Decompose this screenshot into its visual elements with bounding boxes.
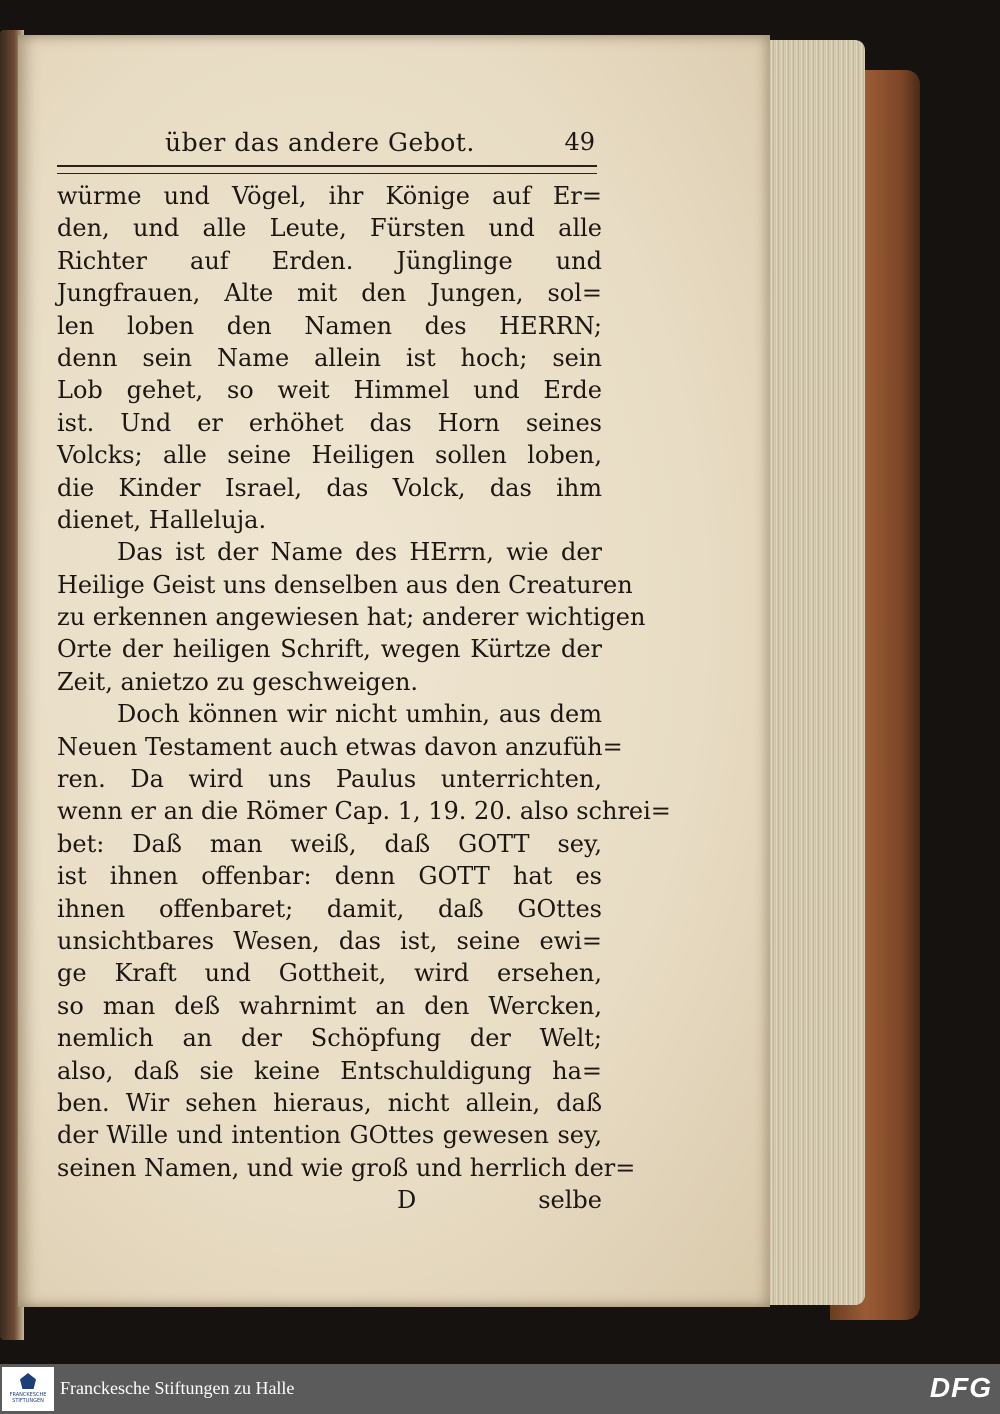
header-rule bbox=[57, 165, 597, 174]
dfg-logo[interactable]: DFG bbox=[929, 1372, 992, 1403]
text-line: ist ihnen offenbar: denn GOTT hat es bbox=[57, 862, 602, 891]
text-line: würme und Vögel, ihr Könige auf Er= bbox=[57, 182, 602, 210]
page-footer-marks bbox=[57, 1186, 602, 1226]
text-line: ihnen offenbaret; damit, daß GOttes bbox=[57, 894, 602, 923]
text-line: der Wille und intention GOttes gewesen sey, bbox=[57, 1121, 602, 1150]
text-line: bet: Daß man weiß, daß GOTT sey, bbox=[57, 829, 602, 858]
page-number: 49 bbox=[564, 128, 595, 156]
text-line: ge Kraft und Gottheit, wird ersehen, bbox=[57, 959, 602, 988]
page-edges bbox=[760, 40, 865, 1305]
text-line: also, daß sie keine Entschuldigung ha= bbox=[57, 1056, 602, 1085]
institution-name[interactable]: Franckesche Stiftungen zu Halle bbox=[60, 1378, 295, 1398]
logo-text: FRANCKESCHE STIFTUNGEN bbox=[9, 1392, 47, 1404]
viewer-footer-bar bbox=[0, 1364, 1000, 1414]
text-line: nemlich an der Schöpfung der Welt; bbox=[57, 1024, 602, 1053]
running-head bbox=[155, 128, 605, 162]
text-line: den, und alle Leute, Fürsten und alle bbox=[57, 214, 602, 243]
text-line: Richter auf Erden. Jünglinge und bbox=[57, 246, 602, 275]
text-line: ist. Und er erhöhet das Horn seines bbox=[57, 408, 602, 437]
text-line: Volcks; alle seine Heiligen sollen loben, bbox=[57, 441, 602, 470]
logo-emblem-icon bbox=[20, 1373, 36, 1389]
text-line: dienet, Halleluja. bbox=[57, 505, 267, 534]
text-line: seinen Namen, und wie groß und herrlich der= bbox=[57, 1153, 636, 1182]
text-line: unsichtbares Wesen, das ist, seine ewi= bbox=[57, 926, 602, 955]
text-line: Orte der heiligen Schrift, wegen Kürtze der bbox=[57, 635, 602, 664]
text-line: so man deß wahrnimt an den Wercken, bbox=[57, 991, 602, 1020]
text-line: Das ist der Name des HErrn, wie der bbox=[117, 538, 602, 567]
signature-mark: D bbox=[397, 1186, 417, 1215]
text-line: Jungfrauen, Alte mit den Jungen, sol= bbox=[57, 279, 602, 308]
text-line: Zeit, anietzo zu geschweigen. bbox=[57, 667, 419, 696]
catchword: selbe bbox=[538, 1186, 602, 1215]
text-line: denn sein Name allein ist hoch; sein bbox=[57, 343, 602, 372]
text-line: Lob gehet, so weit Himmel und Erde bbox=[57, 376, 602, 405]
text-line: len loben den Namen des HERRN; bbox=[57, 311, 602, 340]
text-line: die Kinder Israel, das Volck, das ihm bbox=[57, 473, 602, 502]
text-line: ren. Da wird uns Paulus unterrichten, bbox=[57, 765, 602, 794]
text-line: Neuen Testament auch etwas davon anzufüh= bbox=[57, 732, 623, 761]
text-line: wenn er an die Römer Cap. 1, 19. 20. also schrei= bbox=[57, 797, 671, 826]
text-line: Heilige Geist uns denselben aus den Creaturen bbox=[57, 570, 633, 599]
text-line: ben. Wir sehen hieraus, nicht allein, daß bbox=[57, 1088, 602, 1117]
text-line: zu erkennen angewiesen hat; anderer wichtigen bbox=[57, 603, 646, 632]
running-head-title: über das andere Gebot. bbox=[165, 128, 475, 157]
body-text bbox=[57, 180, 671, 1226]
institution-logo[interactable] bbox=[2, 1367, 54, 1411]
text-line: Doch können wir nicht umhin, aus dem bbox=[117, 700, 602, 729]
